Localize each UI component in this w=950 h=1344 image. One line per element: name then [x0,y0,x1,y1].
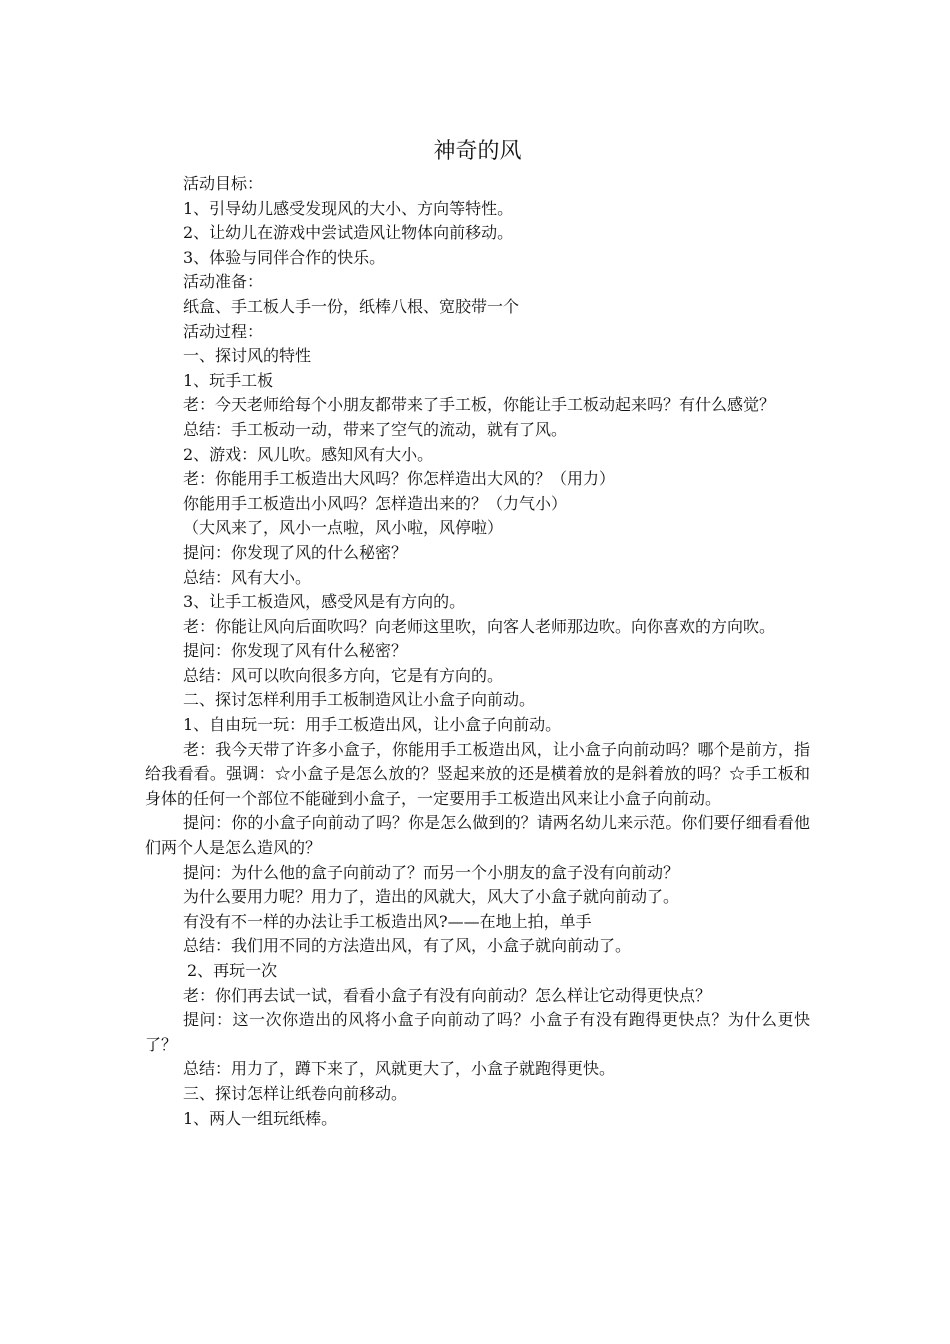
paragraph: 活动准备： [183,272,264,292]
paragraph: 总结：风可以吹向很多方向，它是有方向的。 [183,665,504,685]
paragraph: 1、引导幼儿感受发现风的大小、方向等特性。 [183,198,514,218]
paragraph: 纸盒、手工板人手一份，纸棒八根、宽胶带一个 [183,296,520,316]
paragraph: 老：今天老师给每个小朋友都带来了手工板，你能让手工板动起来吗？有什么感觉？ [183,395,776,415]
paragraph: 三、探讨怎样让纸卷向前移动。 [183,1083,408,1103]
document-title: 神奇的风 [433,139,522,164]
paragraph: 2、让幼儿在游戏中尝试造风让物体向前移动。 [183,223,514,243]
paragraph: 老：你能让风向后面吹吗？向老师这里吹，向客人老师那边吹。向你喜欢的方向吹。 [183,616,776,636]
paragraph: 你能用手工板造出小风吗？怎样造出来的？（力气小） [183,493,568,513]
paragraph: 活动目标： [183,174,264,193]
paragraph: 3、体验与同伴合作的快乐。 [183,247,386,267]
paragraph: 总结：手工板动一动，带来了空气的流动，就有了风。 [183,419,568,439]
paragraph: 2、再玩一次 [187,961,278,980]
paragraph: 1、玩手工板 [183,370,274,390]
paragraph: 为什么要用力呢？用力了，造出的风就大，风大了小盒子就向前动了。 [183,887,680,907]
document-body [145,172,810,1131]
paragraph: 一、探讨风的特性 [183,346,312,366]
paragraph: 总结：用力了，蹲下来了，风就更大了，小盒子就跑得更快。 [183,1059,616,1079]
paragraph: 提问：你的小盒子向前动了吗？你是怎么做到的？请两名幼儿来示范。你们要仔细看看他们两个人是怎么造风的？ [145,813,810,858]
paragraph: 2、游戏：风儿吹。感知风有大小。 [183,444,434,464]
paragraph: 3、让手工板造风，感受风是有方向的。 [183,592,466,612]
paragraph: 提问：你发现了风有什么秘密？ [183,641,408,661]
paragraph: 老：你能用手工板造出大风吗？你怎样造出大风的？（用力） [183,469,616,489]
paragraph: （大风来了，风小一点啦，风小啦，风停啦） [183,518,504,538]
paragraph: 提问：这一次你造出的风将小盒子向前动了吗？小盒子有没有跑得更快点？为什么更快了？ [145,1010,810,1054]
paragraph: 提问：为什么他的盒子向前动了？而另一个小朋友的盒子没有向前动？ [183,862,680,882]
paragraph: 总结：风有大小。 [183,567,312,587]
paragraph: 1、两人一组玩纸棒。 [183,1108,338,1128]
paragraph: 提问：你发现了风的什么秘密？ [183,542,408,562]
paragraph: 总结：我们用不同的方法造出风，有了风，小盒子就向前动了。 [183,936,632,956]
paragraph: 活动过程： [183,321,264,341]
document-page [145,135,810,1131]
paragraph: 1、自由玩一玩：用手工板造出风，让小盒子向前动。 [183,715,562,735]
paragraph: 二、探讨怎样利用手工板制造风让小盒子向前动。 [183,690,536,710]
paragraph: 有没有不一样的办法让手工板造出风?——在地上拍，单手 [183,911,592,931]
paragraph: 老：我今天带了许多小盒子，你能用手工板造出风，让小盒子向前动吗？哪个是前方，指给我看看。强调：☆小盒子是怎么放的？竖起来放的还是横着放的是斜着放的吗？☆手工板和身体的任何一个部位不能碰到小盒子，一定要用手工板造出风来让小盒子向前动。 [145,739,810,808]
paragraph: 老：你们再去试一试，看看小盒子有没有向前动？怎么样让它动得更快点？ [183,985,712,1005]
